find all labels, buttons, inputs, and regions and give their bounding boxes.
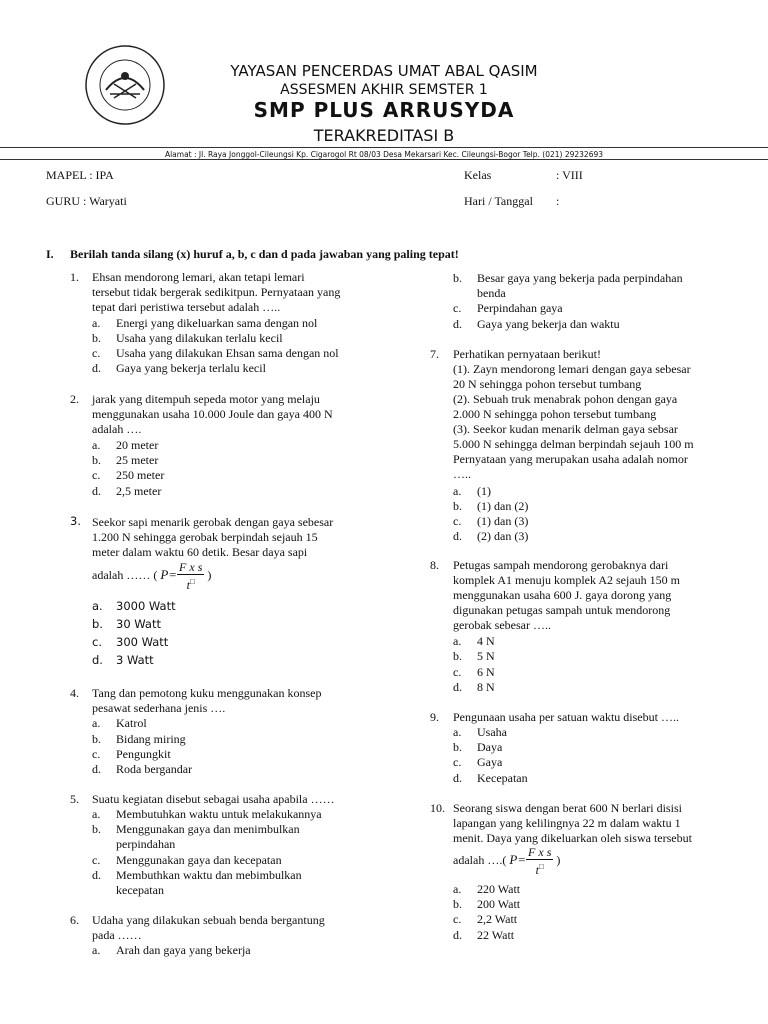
- q3-line2: 1.200 N sehingga gerobak berpindah sejauh 15: [92, 530, 318, 544]
- q10-number: 10.: [430, 801, 445, 815]
- section-number: I.: [46, 247, 54, 261]
- q7-d-letter[interactable]: d.: [453, 529, 462, 543]
- q6-c[interactable]: Perpindahan gaya: [477, 301, 563, 315]
- q10-c-letter[interactable]: c.: [453, 912, 462, 926]
- q6-c-letter[interactable]: c.: [453, 301, 462, 315]
- date-label: Hari / Tanggal: [464, 194, 533, 208]
- q1-a-letter[interactable]: a.: [92, 316, 101, 330]
- q9-d[interactable]: Kecepatan: [477, 771, 528, 785]
- q7-c[interactable]: (1) dan (3): [477, 514, 529, 528]
- q10-a-letter[interactable]: a.: [453, 882, 462, 896]
- q7-a-letter[interactable]: a.: [453, 484, 462, 498]
- q10-d[interactable]: 22 Watt: [477, 928, 515, 942]
- q5-d-letter[interactable]: d.: [92, 868, 101, 882]
- date-value: :: [556, 194, 560, 208]
- subject: MAPEL : IPA: [46, 168, 114, 182]
- q2-d[interactable]: 2,5 meter: [116, 484, 162, 498]
- q7-d[interactable]: (2) dan (3): [477, 529, 529, 543]
- q10-formula-denominator: t□: [535, 862, 544, 877]
- q10-d-letter[interactable]: d.: [453, 928, 462, 942]
- q7-line4: (2). Sebuah truk menabrak pohon dengan gaya: [453, 392, 678, 406]
- q6-line1: Udaha yang dilakukan sebuah benda bergantung: [92, 913, 325, 927]
- q4-d[interactable]: Roda bergandar: [116, 762, 193, 776]
- q5-b-line1[interactable]: Menggunakan gaya dan menimbulkan: [116, 822, 300, 836]
- header-rule-bottom: [0, 159, 768, 160]
- q5-d-line2[interactable]: kecepatan: [116, 883, 164, 897]
- q1-c[interactable]: Usaha yang dilakukan Ehsan sama dengan nol: [116, 346, 339, 360]
- q9-d-letter[interactable]: d.: [453, 771, 462, 785]
- q1-b[interactable]: Usaha yang dilakukan terlalu kecil: [116, 331, 283, 345]
- q2-a-letter[interactable]: a.: [92, 438, 101, 452]
- q2-c-letter[interactable]: c.: [92, 468, 101, 482]
- q6-b-letter[interactable]: b.: [453, 271, 462, 285]
- q1-line1: Ehsan mendorong lemari, akan tetapi lemari: [92, 270, 305, 284]
- q5-d-line1[interactable]: Membuthkan waktu dan mebimbulkan: [116, 868, 302, 882]
- q1-b-letter[interactable]: b.: [92, 331, 101, 345]
- q4-c-letter[interactable]: c.: [92, 747, 101, 761]
- q3-d[interactable]: 3 Watt: [116, 653, 154, 667]
- q5-a[interactable]: Membutuhkan waktu untuk melakukannya: [116, 807, 322, 821]
- q8-a-letter[interactable]: a.: [453, 634, 462, 648]
- q10-formula-numerator: F x s: [528, 845, 552, 859]
- q6-b-line2[interactable]: benda: [477, 286, 506, 300]
- q4-b[interactable]: Bidang miring: [116, 732, 186, 746]
- q9-line1: Pengunaan usaha per satuan waktu disebut …..: [453, 710, 679, 724]
- foundation-name: YAYASAN PENCERDAS UMAT ABAL QASIM: [230, 62, 538, 80]
- q6-d[interactable]: Gaya yang bekerja dan waktu: [477, 317, 620, 331]
- q7-b[interactable]: (1) dan (2): [477, 499, 529, 513]
- q1-a[interactable]: Energi yang dikeluarkan sama dengan nol: [116, 316, 318, 330]
- q4-a[interactable]: Katrol: [116, 716, 147, 730]
- q4-d-letter[interactable]: d.: [92, 762, 101, 776]
- q8-line3: menggunakan usaha 600 J. gaya dorong yang: [453, 588, 672, 602]
- q10-b[interactable]: 200 Watt: [477, 897, 521, 911]
- q7-line6: (3). Seekor kudan menarik delman gaya sebsar: [453, 422, 678, 436]
- q5-b-line2[interactable]: perpindahan: [116, 837, 176, 851]
- q9-c-letter[interactable]: c.: [453, 755, 462, 769]
- q3-formula-numerator: F x s: [179, 560, 203, 574]
- q3-c[interactable]: 300 Watt: [116, 635, 169, 649]
- header-rule-top: [0, 147, 768, 148]
- q7-line2: (1). Zayn mendorong lemari dengan gaya sebesar: [453, 362, 691, 376]
- q2-number: 2.: [70, 392, 79, 406]
- teacher: GURU : Waryati: [46, 194, 127, 208]
- q3-formula-prefix: adalah …… (: [92, 567, 158, 582]
- q8-d[interactable]: 8 N: [477, 680, 495, 694]
- q2-b-letter[interactable]: b.: [92, 453, 101, 467]
- q3-b-letter[interactable]: b.: [92, 617, 103, 631]
- school-address: Alamat : Jl. Raya Jonggol-Cileungsi Kp. Cigarogol Rt 08/03 Desa Mekarsari Kec. Cileungsi-Bogor Telp. (021) 29232693: [164, 150, 604, 159]
- q6-d-letter[interactable]: d.: [453, 317, 462, 331]
- q3-a[interactable]: 3000 Watt: [116, 599, 176, 613]
- q2-d-letter[interactable]: d.: [92, 484, 101, 498]
- q9-c[interactable]: Gaya: [477, 755, 503, 769]
- q3-number: 3.: [70, 514, 81, 528]
- q9-a-letter[interactable]: a.: [453, 725, 462, 739]
- q4-number: 4.: [70, 686, 79, 700]
- q8-line2: komplek A1 menuju komplek A2 sejauh 150 m: [453, 573, 680, 587]
- q1-c-letter[interactable]: c.: [92, 346, 101, 360]
- q2-line1: jarak yang ditempuh sepeda motor yang melaju: [92, 392, 320, 406]
- q6-line2: pada ……: [92, 928, 142, 942]
- q10-formula-line: [453, 845, 560, 877]
- q5-c[interactable]: Menggunakan gaya dan kecepatan: [116, 853, 282, 867]
- q9-number: 9.: [430, 710, 439, 724]
- q6-number: 6.: [70, 913, 79, 927]
- q4-a-letter[interactable]: a.: [92, 716, 101, 730]
- q7-b-letter[interactable]: b.: [453, 499, 462, 513]
- q7-line1: Perhatikan pernyataan berikut!: [453, 347, 601, 361]
- q7-line7: 5.000 N sehingga delman berpindah sejauh 100 m: [453, 437, 694, 451]
- q3-formula-fraction: [177, 560, 204, 592]
- section-instruction: Berilah tanda silang (x) huruf a, b, c dan d pada jawaban yang paling tepat!: [70, 247, 459, 261]
- q1-line3: tepat dari peristiwa tersebut adalah …..: [92, 300, 281, 314]
- q5-c-letter[interactable]: c.: [92, 853, 101, 867]
- q8-line1: Petugas sampah mendorong gerobaknya dari: [453, 558, 669, 572]
- q3-d-letter[interactable]: d.: [92, 653, 103, 667]
- q6-a-letter[interactable]: a.: [92, 943, 101, 957]
- q9-b[interactable]: Daya: [477, 740, 503, 754]
- q3-b[interactable]: 30 Watt: [116, 617, 161, 631]
- q10-c[interactable]: 2,2 Watt: [477, 912, 518, 926]
- q4-line1: Tang dan pemotong kuku menggunakan konsep: [92, 686, 322, 700]
- q5-b-letter[interactable]: b.: [92, 822, 101, 836]
- q3-formula-line: [92, 560, 211, 592]
- q2-b[interactable]: 25 meter: [116, 453, 159, 467]
- q4-b-letter[interactable]: b.: [92, 732, 101, 746]
- q7-a[interactable]: (1): [477, 484, 491, 498]
- q1-d[interactable]: Gaya yang bekerja terlalu kecil: [116, 361, 266, 375]
- q3-c-letter[interactable]: c.: [92, 635, 102, 649]
- q3-line3: meter dalam waktu 60 detik. Besar daya sapi: [92, 545, 308, 559]
- q8-c[interactable]: 6 N: [477, 665, 495, 679]
- q10-line2: lapangan yang kelilingnya 22 m dalam waktu 1: [453, 816, 681, 830]
- q8-b[interactable]: 5 N: [477, 649, 495, 663]
- q7-line3: 20 N sehingga pohon tersebut tumbang: [453, 377, 642, 391]
- q10-formula-prefix: adalah ….(: [453, 852, 507, 867]
- q8-line5: gerobak sebesar …..: [453, 618, 551, 632]
- q7-c-letter[interactable]: c.: [453, 514, 462, 528]
- school-name: SMP PLUS ARRUSYDA: [253, 98, 515, 122]
- q8-b-letter[interactable]: b.: [453, 649, 462, 663]
- q9-b-letter[interactable]: b.: [453, 740, 462, 754]
- q1-line2: tersebut tidak bergerak sedikitpun. Pernyataan yang: [92, 285, 341, 299]
- q7-line5: 2.000 N sehingga pohon tersebut tumbang: [453, 407, 657, 421]
- q8-d-letter[interactable]: d.: [453, 680, 462, 694]
- q4-line2: pesawat sederhana jenis ….: [92, 701, 226, 715]
- q10-a[interactable]: 220 Watt: [477, 882, 521, 896]
- exam-title: ASSESMEN AKHIR SEMSTER 1: [280, 82, 488, 98]
- q4-c[interactable]: Pengungkit: [116, 747, 171, 761]
- q3-line1: Seekor sapi menarik gerobak dengan gaya sebesar: [92, 515, 334, 529]
- q2-a[interactable]: 20 meter: [116, 438, 159, 452]
- q7-number: 7.: [430, 347, 439, 361]
- q10-formula-close: ): [556, 852, 561, 867]
- q2-c[interactable]: 250 meter: [116, 468, 165, 482]
- q10-line3: menit. Daya yang dikeluarkan oleh siswa tersebut: [453, 831, 692, 845]
- q1-number: 1.: [70, 270, 79, 284]
- q8-c-letter[interactable]: c.: [453, 665, 462, 679]
- q10-line1: Seorang siswa dengan berat 600 N berlari disisi: [453, 801, 682, 815]
- class-value: : VIII: [556, 168, 583, 182]
- accreditation: TERAKREDITASI B: [313, 126, 455, 145]
- q6-a[interactable]: Arah dan gaya yang bekerja: [116, 943, 251, 957]
- q8-line4: digunakan petugas sampah untuk mendorong: [453, 603, 671, 617]
- q5-a-letter[interactable]: a.: [92, 807, 101, 821]
- q5-number: 5.: [70, 792, 79, 806]
- q3-formula-close: ): [207, 567, 212, 582]
- q2-line3: adalah ….: [92, 422, 142, 436]
- q7-line9: …..: [453, 467, 471, 481]
- q3-formula-denominator: t□: [186, 577, 195, 592]
- q2-line2: menggunakan usaha 10.000 Joule dan gaya 400 N: [92, 407, 333, 421]
- q10-b-letter[interactable]: b.: [453, 897, 462, 911]
- q9-a[interactable]: Usaha: [477, 725, 507, 739]
- q1-d-letter[interactable]: d.: [92, 361, 101, 375]
- q10-formula-fraction: [526, 845, 553, 877]
- q7-line8: Pernyataan yang merupakan usaha adalah nomor: [453, 452, 688, 466]
- q3-a-letter[interactable]: a.: [92, 599, 103, 613]
- q6-b-line1[interactable]: Besar gaya yang bekerja pada perpindahan: [477, 271, 683, 285]
- q10-formula-lhs: P=: [509, 851, 527, 867]
- q8-a[interactable]: 4 N: [477, 634, 495, 648]
- q3-formula-lhs: P=: [160, 566, 178, 582]
- q5-line1: Suatu kegiatan disebut sebagai usaha apabila ……: [92, 792, 335, 806]
- class-label: Kelas: [464, 168, 492, 182]
- q8-number: 8.: [430, 558, 439, 572]
